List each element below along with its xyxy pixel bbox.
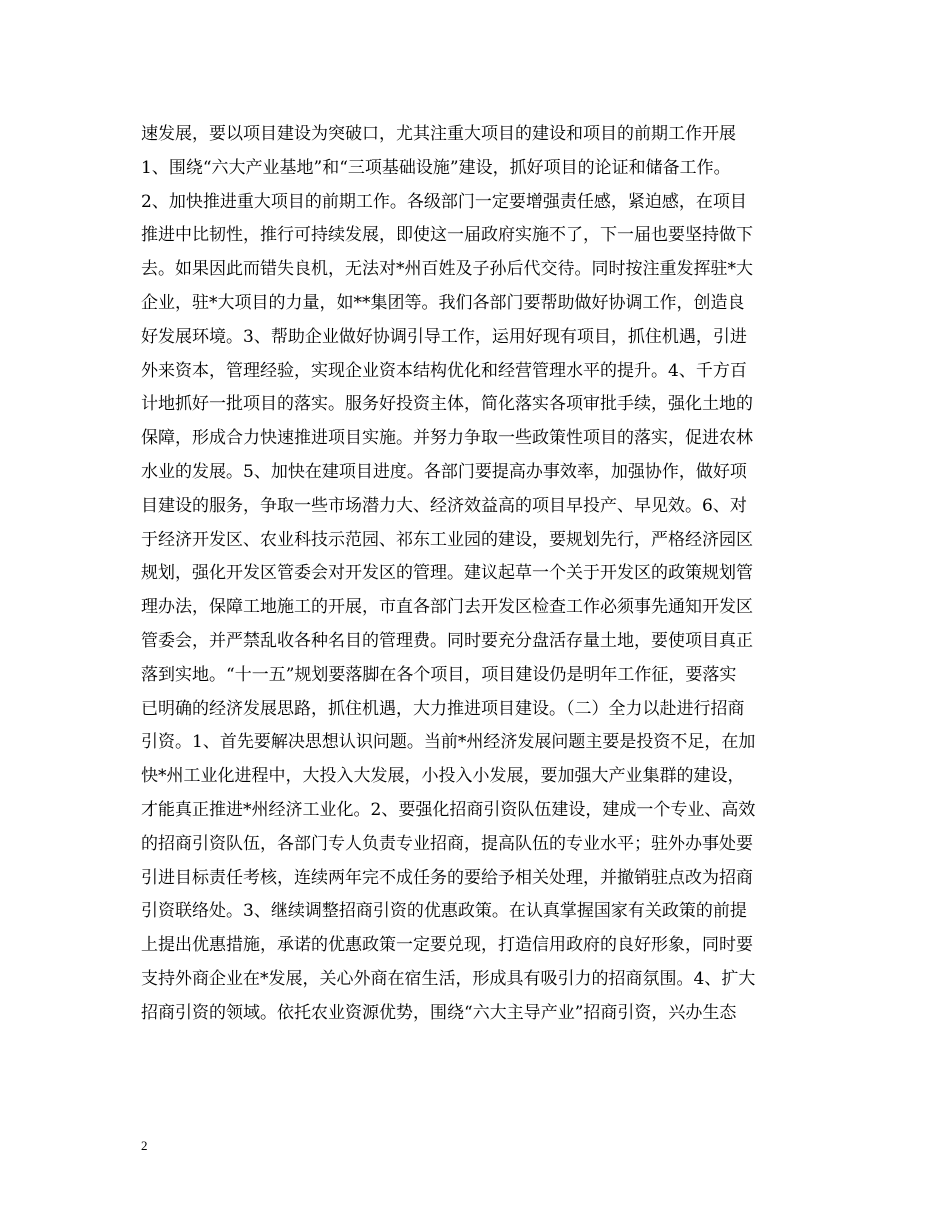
text-line-22: 的招商引资队伍，各部门专人负责专业招商，提高队伍的专业水平；驻外办事处要 bbox=[141, 833, 753, 854]
text-line-5: 去。如果因此而错失良机，无法对*州百姓及子孙后代交待。同时按注重发挥驻*大 bbox=[141, 259, 753, 280]
text-line-24: 引资联络处。3、继续调整招商引资的优惠政策。在认真掌握国家有关政策的前提 bbox=[141, 901, 747, 922]
text-line-26: 支持外商企业在*发展，关心外商在宿生活，形成具有吸引力的招商氛围。4、扩大 bbox=[141, 968, 756, 989]
page-number: 2 bbox=[141, 1138, 148, 1153]
text-line-15: 理办法，保障工地施工的开展，市直各部门去开发区检查工作必须事先通知开发区 bbox=[141, 597, 753, 618]
text-line-18: 已明确的经济发展思路，抓住机遇，大力推进项目建设。（二）全力以赴进行招商 bbox=[141, 698, 745, 719]
text-line-13: 于经济开发区、农业科技示范园、祁东工业园的建设，要规划先行，严格经济园区 bbox=[141, 529, 753, 550]
text-line-14: 规划，强化开发区管委会对开发区的管理。建议起草一个关于开发区的政策规划管 bbox=[141, 563, 753, 584]
text-line-8: 外来资本，管理经验，实现企业资本结构优化和经营管理水平的提升。4、千方百 bbox=[141, 360, 747, 381]
text-line-6: 企业，驻*大项目的力量，如**集团等。我们各部门要帮助做好协调工作，创造良 bbox=[141, 292, 745, 313]
text-line-2: 1、围绕“六大产业基地”和“三项基础设施”建设，抓好项目的论证和储备工作。 bbox=[141, 157, 731, 178]
text-line-17: 落到实地。“十一五”规划要落脚在各个项目，项目建设仍是明年工作征，要落实 bbox=[141, 664, 737, 685]
text-line-10: 保障，形成合力快速推进项目实施。并努力争取一些政策性项目的落实，促进农林 bbox=[141, 428, 753, 449]
text-line-27: 招商引资的领域。依托农业资源优势，围绕“六大主导产业”招商引资，兴办生态 bbox=[141, 1002, 737, 1023]
body-text bbox=[141, 118, 821, 1031]
text-line-16: 管委会，并严禁乱收各种名目的管理费。同时要充分盘活存量土地，要使项目真正 bbox=[141, 630, 753, 651]
text-line-12: 目建设的服务，争取一些市场潜力大、经济效益高的项目早投产、早见效。6、对 bbox=[141, 495, 747, 516]
text-line-11: 水业的发展。5、加快在建项目进度。各部门要提高办事效率，加强协作，做好项 bbox=[141, 461, 747, 482]
text-line-20: 快*州工业化进程中，大投入大发展，小投入小发展，要加强大产业集群的建设， bbox=[141, 766, 745, 787]
text-line-25: 上提出优惠措施，承诺的优惠政策一定要兑现，打造信用政府的良好形象，同时要 bbox=[141, 935, 753, 956]
text-line-1: 速发展，要以项目建设为突破口，尤其注重大项目的建设和项目的前期工作开展 bbox=[141, 124, 736, 144]
text-line-3: 2、加快推进重大项目的前期工作。各级部门一定要增强责任感，紧迫感，在项目 bbox=[141, 191, 747, 212]
text-line-19: 引资。1、首先要解决思想认识问题。当前*州经济发展问题主要是投资不足，在加 bbox=[141, 732, 756, 753]
text-line-23: 引进目标责任考核，连续两年完不成任务的要给予相关处理，并撤销驻点改为招商 bbox=[141, 867, 753, 888]
text-line-9: 计地抓好一批项目的落实。服务好投资主体，简化落实各项审批手续，强化土地的 bbox=[141, 394, 753, 415]
text-line-7: 好发展环境。3、帮助企业做好协调引导工作，运用好现有项目，抓住机遇，引进 bbox=[141, 326, 747, 347]
text-line-4: 推进中比韧性，推行可持续发展，即使这一届政府实施不了，下一届也要坚持做下 bbox=[141, 225, 753, 246]
text-line-21: 才能真正推进*州经济工业化。2、要强化招商引资队伍建设，建成一个专业、高效 bbox=[141, 799, 756, 820]
